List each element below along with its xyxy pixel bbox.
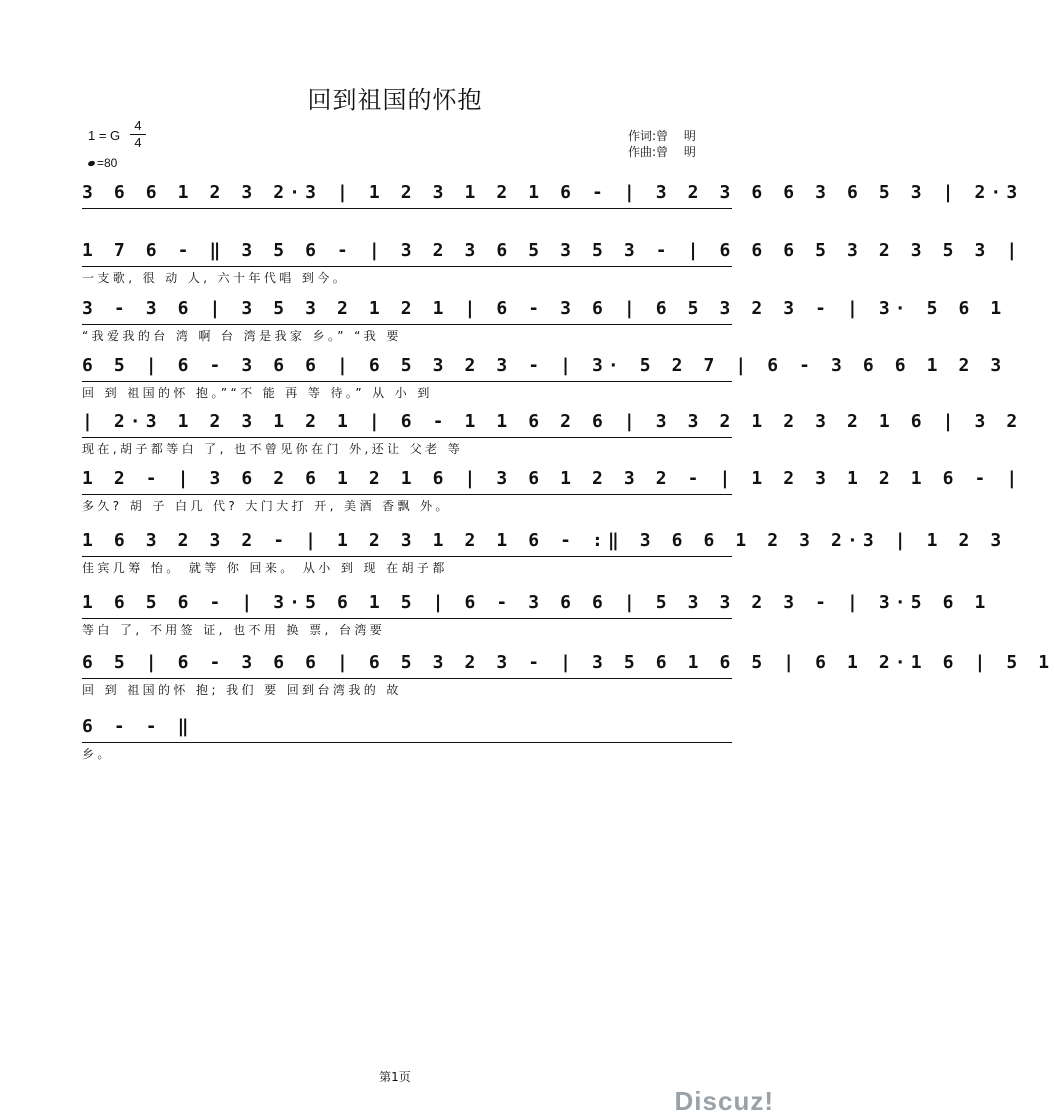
- lyric-line: 佳宾几筹 怡。 就等 你 回来。 从小 到 现 在胡子都: [82, 561, 448, 575]
- notation-line: 6 5 | 6 - 3 6 6 | 6 5 3 2 3 - | 3· 5 2 7 | 6 - 3 6 6 1 2 3: [82, 351, 732, 382]
- score-row: [82, 236, 1023, 286]
- lyric-line: 等白 了, 不用签 证, 也不用 换 票, 台湾要: [82, 623, 386, 637]
- lyric-line: 多久? 胡 子 白几 代? 大门大打 开, 美酒 香飘 外。: [82, 499, 451, 513]
- notation-line: 1 7 6 - ‖ 3 5 6 - | 3 2 3 6 5 3 5 3 - | 6 6 6 5 3 2 3 5 3 |: [82, 236, 732, 267]
- key-signature: 1 = G: [88, 128, 121, 143]
- notation-line: 3 6 6 1 2 3 2·3 | 1 2 3 1 2 1 6 - | 3 2 3 6 6 3 6 5 3 | 2·3: [82, 178, 732, 209]
- score-row: [82, 178, 1023, 228]
- credits: [628, 128, 702, 160]
- time-signature: [130, 118, 146, 151]
- composer-line: [628, 144, 702, 160]
- lyric-line: 回 到 祖国的怀 抱。”“不 能 再 等 待。” 从 小 到: [82, 386, 433, 400]
- watermark-logo: Discuz!: [674, 1086, 774, 1116]
- score-row: [82, 407, 1023, 457]
- notation-line: 6 - - ‖: [82, 712, 732, 743]
- lyricist-label: 作词:: [628, 129, 657, 143]
- tempo-value: =80: [97, 156, 118, 170]
- time-signature-top: 4: [134, 118, 142, 133]
- lyric-line: 一支歌, 很 动 人, 六十年代唱 到今。: [82, 271, 349, 285]
- composer-label: 作曲:: [628, 145, 657, 159]
- lyric-line: “我爱我的台 湾 啊 台 湾是我家 乡。” “我 要: [82, 329, 402, 343]
- quarter-note-icon: [87, 160, 95, 167]
- score-row: [82, 588, 991, 638]
- lyric-line: 现在,胡子都等白 了, 也不曾见你在门 外,还让 父老 等: [82, 442, 464, 456]
- notation-line: | 2·3 1 2 3 1 2 1 | 6 - 1 1 6 2 6 | 3 3 2 1 2 3 2 1 6 | 3 2: [82, 407, 732, 438]
- composer-name: 曾 明: [656, 145, 702, 159]
- lyric-line: 回 到 祖国的怀 抱; 我们 要 回到台湾我的 故: [82, 683, 402, 697]
- score-row: [82, 464, 1023, 514]
- lyricist-name: 曾 明: [656, 129, 702, 143]
- page-number: 第1页: [379, 1070, 411, 1084]
- score-row: [82, 294, 1007, 344]
- lyricist-line: [628, 128, 702, 144]
- lyric-line: 乡。: [82, 747, 113, 761]
- notation-line: 3 - 3 6 | 3 5 3 2 1 2 1 | 6 - 3 6 | 6 5 3 2 3 - | 3· 5 6 1: [82, 294, 732, 325]
- score-row: [82, 648, 1054, 698]
- score-row: [82, 712, 732, 762]
- score-row: [82, 351, 1007, 401]
- notation-line: 1 6 3 2 3 2 - | 1 2 3 1 2 1 6 - :‖ 3 6 6 1 2 3 2·3 | 1 2 3: [82, 526, 732, 557]
- score-row: [82, 526, 1007, 576]
- notation-line: 6 5 | 6 - 3 6 6 | 6 5 3 2 3 - | 3 5 6 1 6 5 | 6 1 2·1 6 | 5 1: [82, 648, 732, 679]
- tempo-marking: [88, 156, 117, 170]
- notation-line: 1 6 5 6 - | 3·5 6 1 5 | 6 - 3 6 6 | 5 3 3 2 3 - | 3·5 6 1: [82, 588, 732, 619]
- notation-line: 1 2 - | 3 6 2 6 1 2 1 6 | 3 6 1 2 3 2 - | 1 2 3 1 2 1 6 - |: [82, 464, 732, 495]
- score-title: 回到祖国的怀抱: [307, 86, 483, 114]
- time-signature-bottom: 4: [130, 134, 146, 151]
- lyric-line: [82, 212, 732, 228]
